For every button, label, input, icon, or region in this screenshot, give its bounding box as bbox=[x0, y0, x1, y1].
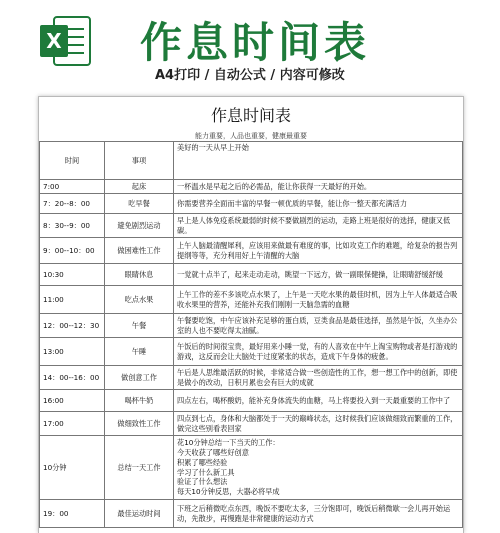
table-row bbox=[40, 338, 463, 366]
table-row bbox=[40, 238, 463, 264]
row-time: 13:00 bbox=[40, 338, 105, 366]
table-row bbox=[40, 180, 463, 194]
row-item: 做细致性工作 bbox=[105, 412, 174, 436]
row-time: 17:00 bbox=[40, 412, 105, 436]
row-time: 10分钟 bbox=[40, 436, 105, 500]
table-row bbox=[40, 214, 463, 238]
row-time: 19：00 bbox=[40, 500, 105, 528]
excel-icon bbox=[38, 13, 92, 69]
row-desc-text: 你需要营养全面而丰富的早餐一顿优质的早餐，能让你一整天都充满活力 bbox=[177, 198, 408, 208]
header-item: 事项 bbox=[105, 142, 174, 180]
table-row bbox=[40, 194, 463, 214]
row-desc bbox=[174, 214, 463, 238]
row-desc-text: 四点到七点，身体和大脑都处于一天的巅峰状态，这时候我们应该做细致而繁重的工作，做完这些别看表回家 bbox=[177, 413, 458, 433]
row-desc bbox=[174, 436, 463, 500]
row-desc bbox=[174, 500, 463, 528]
row-time: 8：30--9：00 bbox=[40, 214, 105, 238]
row-item: 吃早餐 bbox=[105, 194, 174, 214]
row-time: 7：20--8：00 bbox=[40, 194, 105, 214]
row-desc bbox=[174, 194, 463, 214]
row-desc-text: 花10分钟总结一下当天的工作： 今天收获了哪些好创意 积累了哪些经验 学习了什么新工具 验证了什么想法 每天10分钟反思，大器必将早成 bbox=[177, 438, 280, 496]
row-item: 午睡 bbox=[105, 338, 174, 366]
row-time: 14：00--16：00 bbox=[40, 366, 105, 390]
page-subtitle: 能力重要，人品也重要，健康最重要 bbox=[195, 132, 307, 140]
header-desc: 美好的一天从早上开始 bbox=[174, 142, 463, 180]
row-time: 16:00 bbox=[40, 390, 105, 412]
row-desc-text: 四点左右，喝杯酸奶，能补充身体流失的血糖，马上将要投入到一天最重要的工作中了 bbox=[177, 395, 451, 405]
row-desc bbox=[174, 264, 463, 286]
schedule-table bbox=[39, 141, 463, 528]
row-time: 12：00--12：30 bbox=[40, 314, 105, 338]
table-row bbox=[40, 436, 463, 500]
row-desc-text: 一杯温水是早起之后的必需品，能让你获得一天最好的开始。 bbox=[177, 181, 372, 191]
row-item: 吃点水果 bbox=[105, 286, 174, 314]
table-row bbox=[40, 390, 463, 412]
row-desc bbox=[174, 366, 463, 390]
row-desc bbox=[174, 390, 463, 412]
header-time: 时间 bbox=[40, 142, 105, 180]
row-desc bbox=[174, 314, 463, 338]
row-item: 眼睛休息 bbox=[105, 264, 174, 286]
table-row bbox=[40, 412, 463, 436]
banner-title: 作息时间表 bbox=[140, 18, 371, 67]
logo-letter: X bbox=[46, 29, 62, 53]
table-row bbox=[40, 314, 463, 338]
row-item: 做困难性工作 bbox=[105, 238, 174, 264]
table-row bbox=[40, 500, 463, 528]
row-desc-text: 上午人脑最清醒犀利，应该用来做最有难度的事，比如攻克工作的难题，给复杂的报告列提纲等等，充分利用好上午清醒的大脑 bbox=[177, 240, 458, 260]
banner-subtitle: A4打印 / 自动公式 / 内容可修改 bbox=[155, 68, 345, 83]
row-item: 喝杯牛奶 bbox=[105, 390, 174, 412]
row-desc bbox=[174, 412, 463, 436]
row-item: 起床 bbox=[105, 180, 174, 194]
row-desc bbox=[174, 238, 463, 264]
table-row bbox=[40, 286, 463, 314]
row-desc-text: 午后是人思维最活跃的时候，非常适合做一些创造性的工作，想一想工作中的创新，即使是做小的改动，日积月累也会有巨大的成就 bbox=[177, 367, 458, 387]
row-desc bbox=[174, 286, 463, 314]
table-header-row bbox=[40, 142, 463, 180]
row-item: 总结一天工作 bbox=[105, 436, 174, 500]
row-item: 避免剧烈运动 bbox=[105, 214, 174, 238]
row-time: 10:30 bbox=[40, 264, 105, 286]
row-item: 午餐 bbox=[105, 314, 174, 338]
row-time: 11:00 bbox=[40, 286, 105, 314]
row-desc-text: 一觉就十点半了，起来走动走动，眺望一下远方，做一副眼保健操，让眼睛舒缓舒缓 bbox=[177, 269, 443, 279]
row-item: 做创意工作 bbox=[105, 366, 174, 390]
table-row bbox=[40, 264, 463, 286]
page-title: 作息时间表 bbox=[210, 106, 291, 125]
row-time: 9：00--10：00 bbox=[40, 238, 105, 264]
row-desc-text: 下班之后稍微吃点东西，晚饭不要吃太多，三分饱即可，晚饭后稍微歇一会儿再开始运动，先散步，再慢跑是非常健康的运动方式 bbox=[177, 503, 451, 523]
row-item: 最佳运动时间 bbox=[105, 500, 174, 528]
document-sheet bbox=[38, 96, 464, 533]
row-desc-text: 午饭后的时间很宝贵，最好用来小睡一觉，有的人喜欢在中午上淘宝购物或者是打游戏的游戏，这反而会让大脑处于过度紧张的状态，造成下午身体的疲惫。 bbox=[177, 341, 458, 361]
row-desc-text: 午餐要吃饱，中午应该补充足够的蛋白质，豆类食品是最佳选择，虽然是午饭，久坐办公室的人也不要吃得太油腻。 bbox=[177, 315, 458, 335]
banner bbox=[0, 0, 500, 92]
row-time: 7:00 bbox=[40, 180, 105, 194]
row-desc bbox=[174, 180, 463, 194]
row-desc-text: 上午工作的差不多该吃点水果了，上午是一天吃水果的最佳时机，因为上午人体最适合吸收水果里的营养，还能补充我们刚刚一天脑急需的血糖 bbox=[177, 289, 458, 309]
row-desc bbox=[174, 338, 463, 366]
row-desc-text: 早上是人体免疫系统最弱的时候不要做剧烈的运动，走路上班是很好的选择，健康又低碳。 bbox=[177, 215, 451, 235]
table-row bbox=[40, 366, 463, 390]
